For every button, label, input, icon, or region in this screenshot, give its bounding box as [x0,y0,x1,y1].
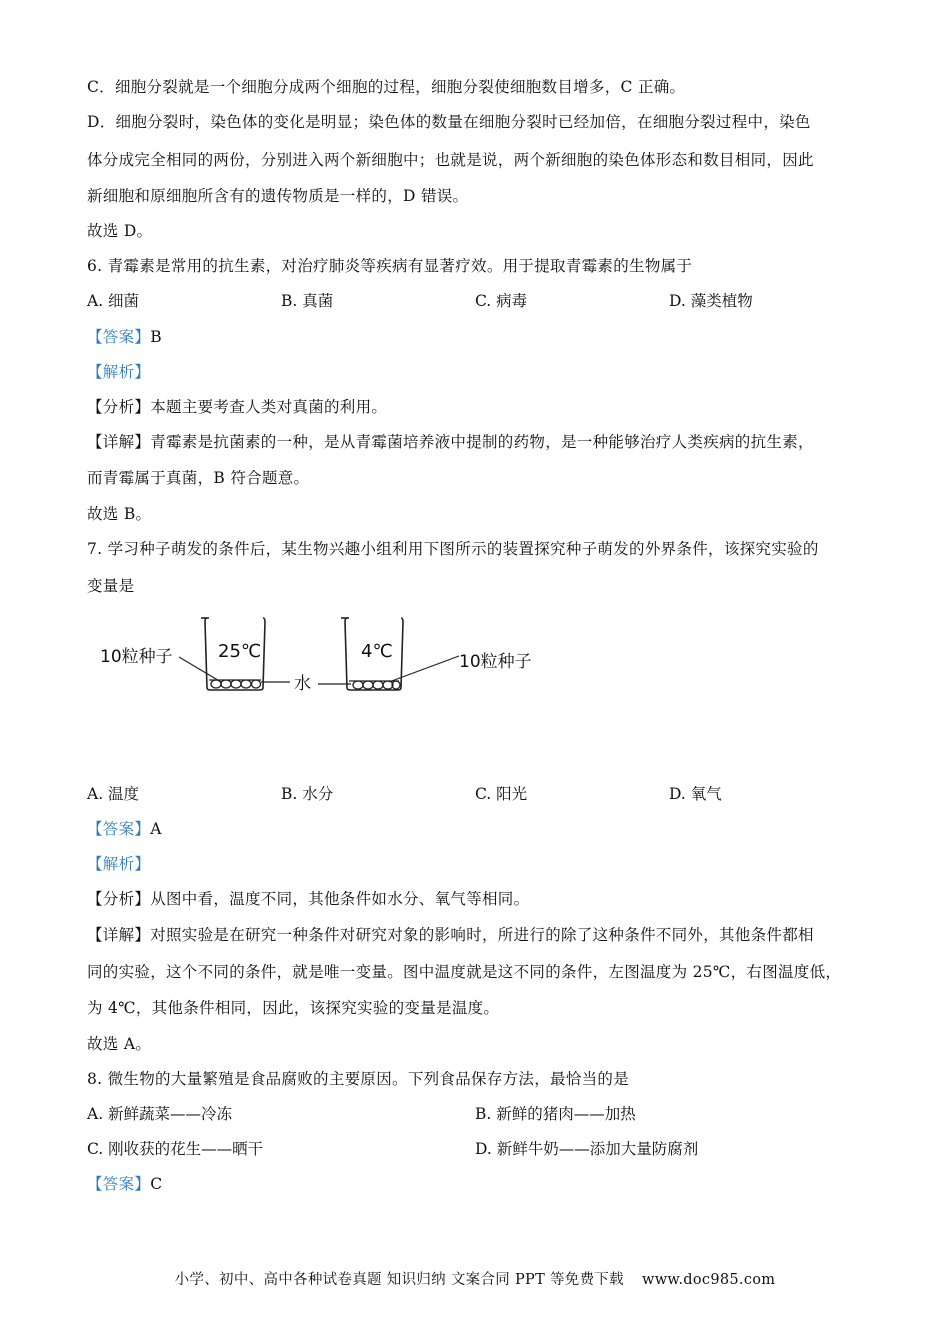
q6-answer: B [150,328,162,346]
q8-answer: C [150,1175,163,1193]
q8-option-a: A. 新鲜蔬菜——冷冻 [87,1105,233,1123]
water-label: 水 [294,674,311,694]
q6-option-a: A. 细菌 [87,292,140,310]
q7-detail-1: 对照实验是在研究一种条件对研究对象的影响时，所进行的除了这种条件不同外，其他条件都相 [150,926,814,944]
right-seeds [353,681,400,689]
q6-fenxi: 本题主要考查人类对真菌的利用。 [150,398,388,416]
q6-fenxi-line [87,397,387,417]
right-temperature-label: 4℃ [361,641,393,662]
q6-question: 6. 青霉素是常用的抗生素，对治疗肺炎等疾病有显著疗效。用于提取青霉素的生物属于 [87,257,693,275]
q6-answer-line [87,327,162,347]
q5-option-d-explanation-line1: D．细胞分裂时，染色体的变化是明显；染色体的数量在细胞分裂时已经加倍，在细胞分裂过程中，染色 [87,113,811,131]
q7-option-a: A. 温度 [87,785,140,803]
analysis-tag: 【解析】 [87,855,151,873]
q5-option-d-explanation-line3: 新细胞和原细胞所含有的遗传物质是一样的，D 错误。 [87,187,469,205]
left-seeds [211,680,261,688]
q7-question-line1: 7. 学习种子萌发的条件后，某生物兴趣小组利用下图所示的装置探究种子萌发的外界条件，该探究实验的 [87,540,819,558]
q8-answer-line [87,1174,162,1194]
left-temperature-label: 25℃ [218,641,262,662]
left-beaker [201,618,265,690]
q6-detail-1: 青霉素是抗菌素的一种，是从青霉菌培养液中提制的药物，是一种能够治疗人类疾病的抗生素， [150,433,814,451]
q8-option-b: B. 新鲜的猪肉——加热 [475,1105,636,1123]
right-beaker [341,618,403,690]
q5-option-d-explanation-line2: 体分成完全相同的两份，分别进入两个新细胞中；也就是说，两个新细胞的染色体形态和数目相同，因此 [87,151,814,169]
right-seeds-pointer [389,656,459,682]
q6-analysis-heading [87,362,150,382]
q7-detail-line3: 为 4℃，其他条件相同，因此，该探究实验的变量是温度。 [87,999,500,1017]
fenxi-tag: 【分析】 [87,890,151,908]
q7-question-line2: 变量是 [87,577,135,595]
q8-option-d: D. 新鲜牛奶——添加大量防腐剂 [475,1140,699,1158]
q6-detail-line1 [87,432,814,452]
q6-option-b: B. 真菌 [281,292,334,310]
seed-germination-diagram [97,610,557,705]
fenxi-tag: 【分析】 [87,398,151,416]
answer-tag: 【答案】 [87,328,151,346]
left-seeds-label: 10粒种子 [100,647,173,667]
q6-choose: 故选 B。 [87,505,152,523]
detail-tag: 【详解】 [87,926,151,944]
q8-question: 8. 微生物的大量繁殖是食品腐败的主要原因。下列食品保存方法，最恰当的是 [87,1070,630,1088]
q7-choose: 故选 A。 [87,1035,152,1053]
q7-detail-line1 [87,925,814,945]
answer-tag: 【答案】 [87,1175,151,1193]
left-seeds-pointer [179,657,221,682]
q6-detail-line2: 而青霉属于真菌，B 符合题意。 [87,469,310,487]
q7-analysis-heading [87,854,150,874]
answer-tag: 【答案】 [87,820,151,838]
q6-option-d: D. 藻类植物 [669,292,753,310]
q7-option-d: D. 氧气 [669,785,722,803]
detail-tag: 【详解】 [87,433,151,451]
page-footer [0,1270,950,1290]
q7-option-c: C. 阳光 [475,785,528,803]
q5-option-c-explanation: C．细胞分裂就是一个细胞分成两个细胞的过程，细胞分裂使细胞数目增多，C 正确。 [87,78,686,96]
q8-option-c: C. 刚收获的花生——晒干 [87,1140,264,1158]
q5-choose: 故选 D。 [87,222,153,240]
analysis-tag: 【解析】 [87,363,151,381]
footer-text: 小学、初中、高中各种试卷真题 知识归纳 文案合同 PPT 等免费下载 [174,1272,624,1288]
q7-answer: A [150,820,162,838]
q7-answer-line [87,819,162,839]
q6-option-c: C. 病毒 [475,292,528,310]
q7-fenxi: 从图中看，温度不同，其他条件如水分、氧气等相同。 [150,890,530,908]
footer-url-link[interactable]: www.doc985.com [641,1272,776,1288]
q7-option-b: B. 水分 [281,785,334,803]
q7-fenxi-line [87,889,529,909]
q7-detail-line2: 同的实验，这个不同的条件，就是唯一变量。图中温度就是这不同的条件，左图温度为 25℃，右图温度低， [87,963,842,981]
right-seeds-label: 10粒种子 [459,652,532,672]
